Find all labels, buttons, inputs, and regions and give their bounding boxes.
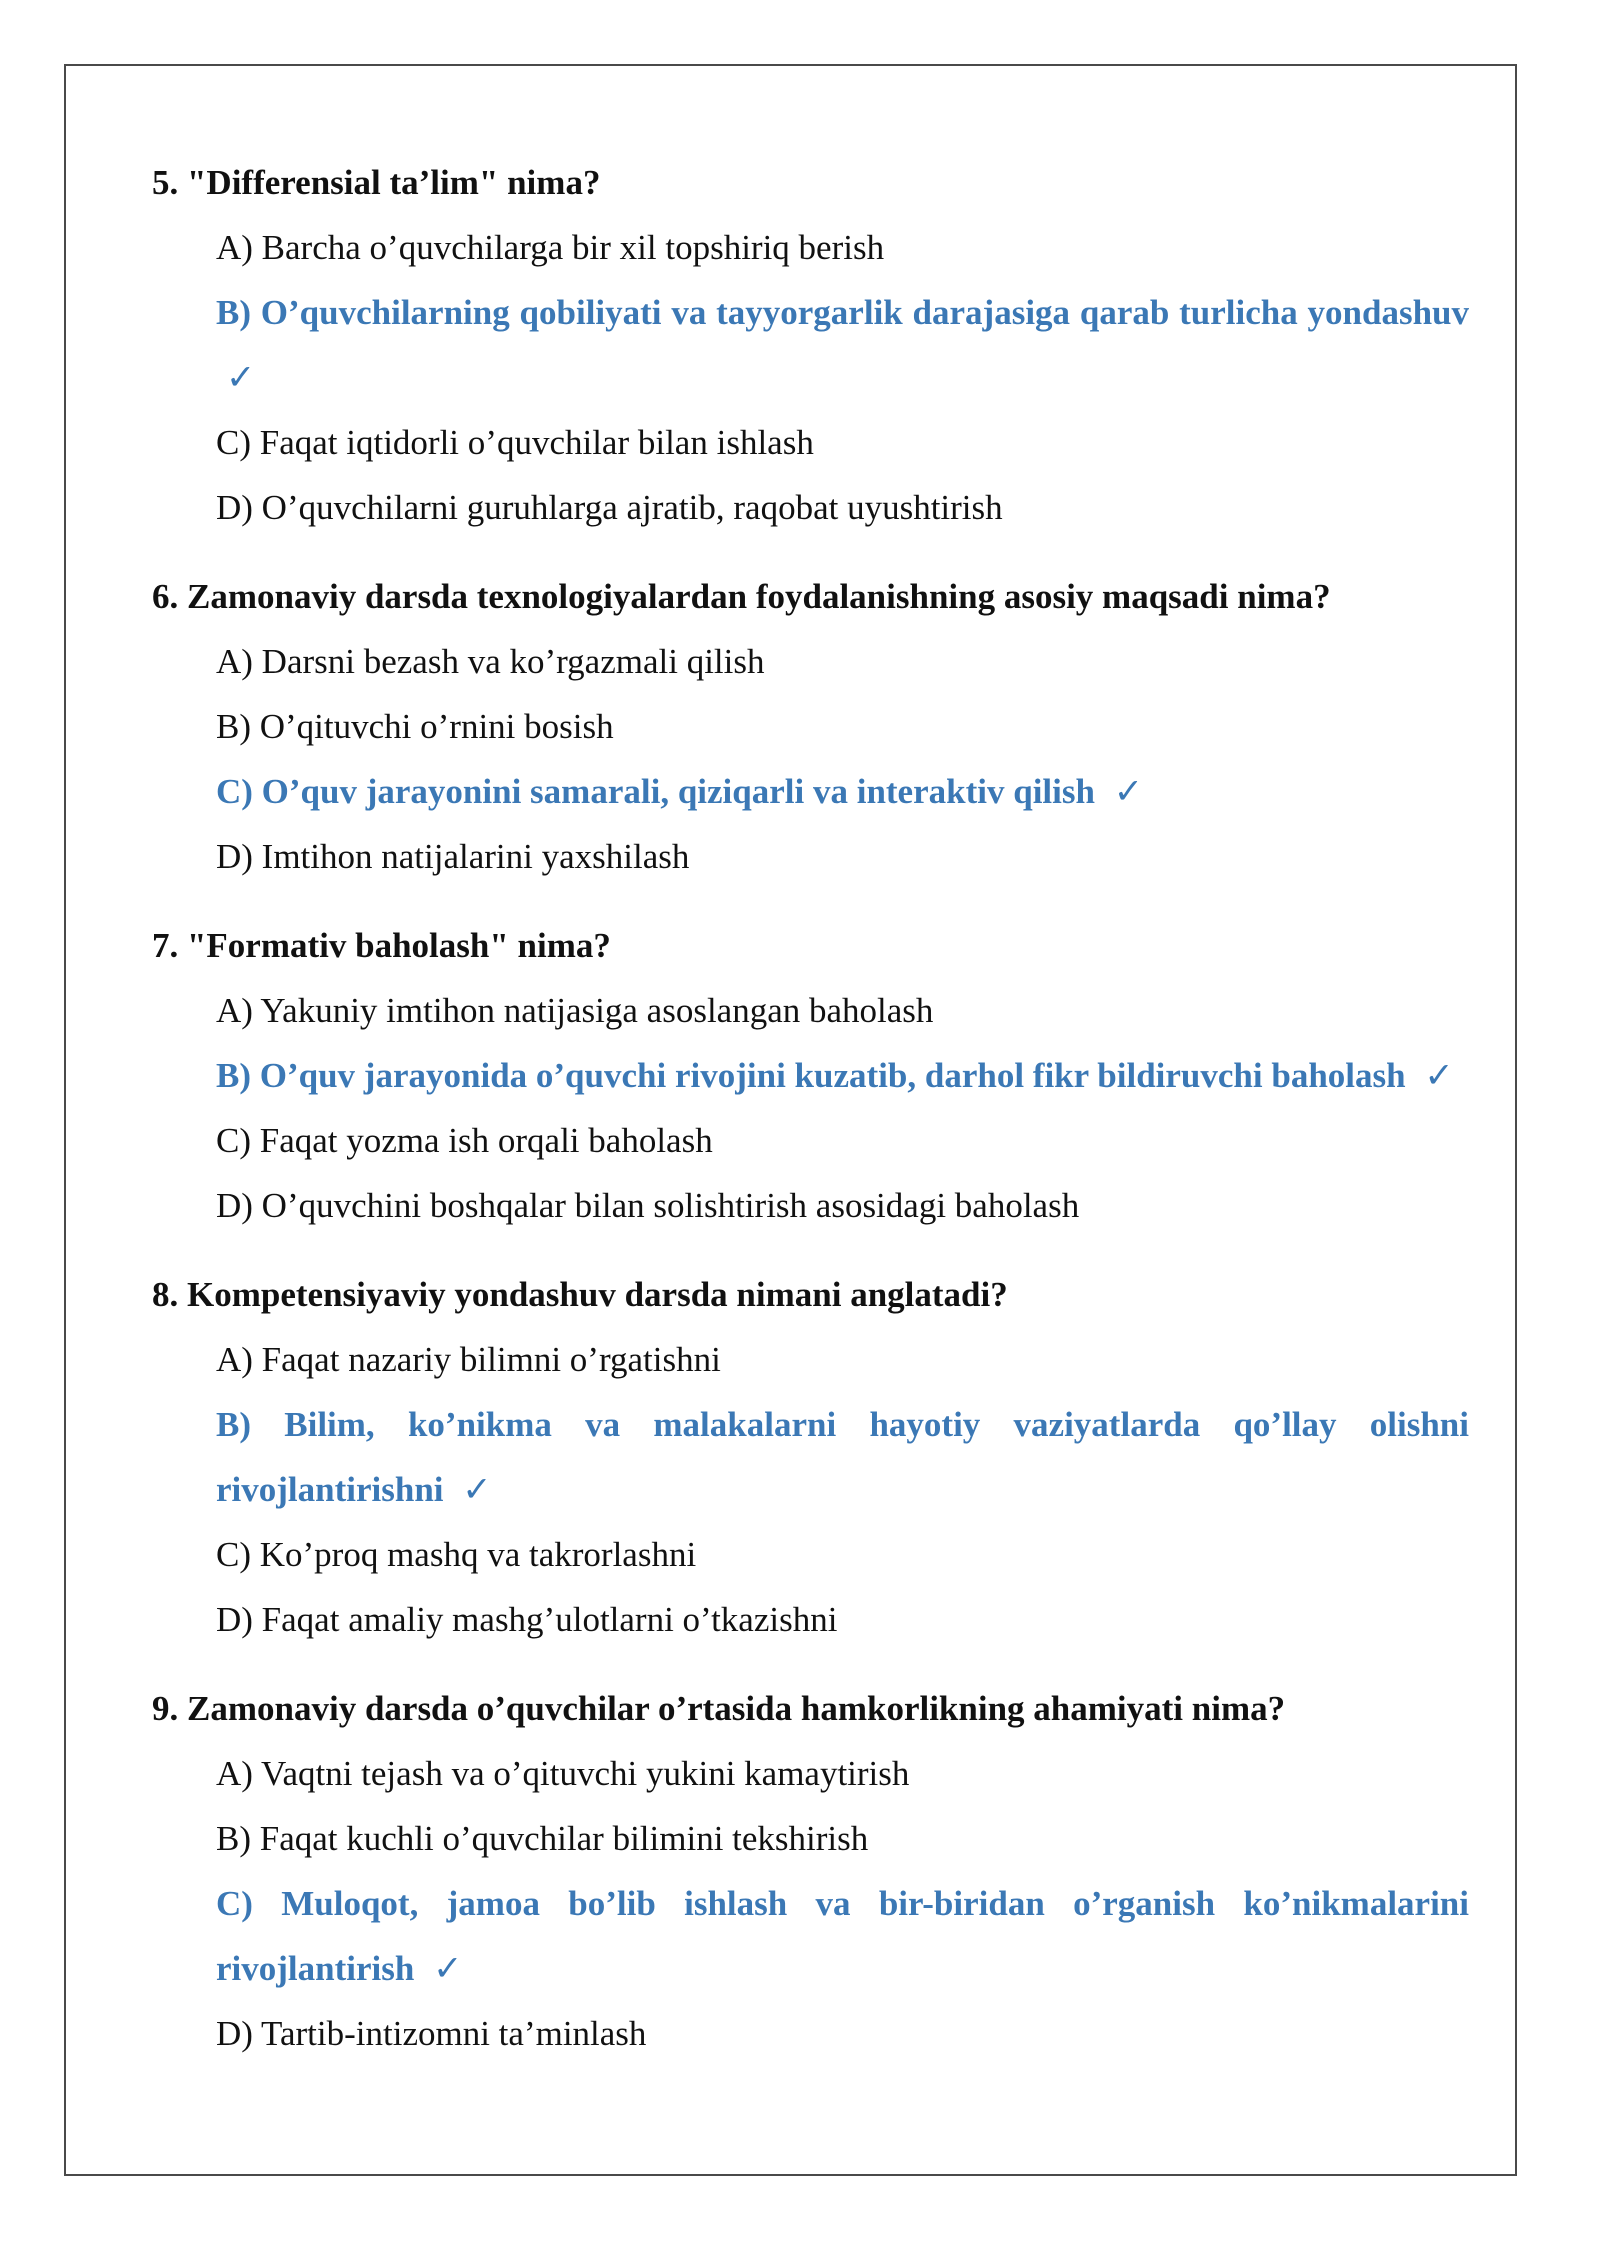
answer-option-text: A) Yakuniy imtihon natijasiga asoslangan baholash: [216, 991, 934, 1030]
question-block: [152, 1262, 1469, 1652]
question-title: 8. Kompetensiyaviy yondashuv darsda nimani anglatadi?: [152, 1275, 1008, 1314]
checkmark-icon: ✓: [226, 358, 256, 397]
answer-option: [216, 2001, 1469, 2066]
answer-option-text: C) Faqat yozma ish orqali baholash: [216, 1121, 713, 1160]
answer-option-text: D) Faqat amaliy mashg’ulotlarni o’tkazishni: [216, 1600, 838, 1639]
question-block: [152, 1676, 1469, 2066]
answer-option: [216, 1587, 1469, 1652]
answer-option: [216, 824, 1469, 889]
answer-option-text: A) Barcha o’quvchilarga bir xil topshiriq berish: [216, 228, 885, 267]
answer-option-correct: [216, 280, 1469, 410]
answer-option: [216, 410, 1469, 475]
question-block: [152, 913, 1469, 1238]
answer-option-text: C) O’quv jarayonini samarali, qiziqarli va interaktiv qilish: [216, 772, 1095, 811]
answer-option: [216, 1806, 1469, 1871]
question-block: [152, 564, 1469, 889]
question-title: 9. Zamonaviy darsda o’quvchilar o’rtasida hamkorlikning ahamiyati nima?: [152, 1689, 1286, 1728]
question-title: 5. "Differensial ta’lim" nima?: [152, 163, 601, 202]
answer-option: [216, 978, 1469, 1043]
answer-option: [216, 1173, 1469, 1238]
answer-option-text: B) O’quv jarayonida o’quvchi rivojini kuzatib, darhol fikr bildiruvchi baholash: [216, 1056, 1406, 1095]
checkmark-icon: ✓: [1424, 1056, 1454, 1095]
answer-option-text: B) O’qituvchi o’rnini bosish: [216, 707, 614, 746]
answer-option-text: B) Bilim, ko’nikma va malakalarni hayotiy vaziyatlarda qo’llay olishni rivojlantirishni: [216, 1405, 1469, 1509]
answer-option-text: C) Ko’proq mashq va takrorlashni: [216, 1535, 697, 1574]
checkmark-icon: ✓: [1113, 772, 1144, 811]
checkmark-icon: ✓: [433, 1949, 463, 1988]
question-block: [152, 150, 1469, 540]
answer-option-correct: [216, 1392, 1469, 1522]
answer-option-text: D) Tartib-intizomni ta’minlash: [216, 2014, 647, 2053]
answer-option: [216, 694, 1469, 759]
answer-option-text: D) Imtihon natijalarini yaxshilash: [216, 837, 690, 876]
answer-option-text: A) Faqat nazariy bilimni o’rgatishni: [216, 1340, 721, 1379]
answer-option-correct: [216, 1043, 1469, 1108]
quiz-content: [152, 150, 1469, 2090]
answer-option-text: C) Muloqot, jamoa bo’lib ishlash va bir-biridan o’rganish ko’nikmalarini rivojlantirish: [216, 1884, 1469, 1988]
answer-option-text: B) Faqat kuchli o’quvchilar bilimini tekshirish: [216, 1819, 869, 1858]
answer-option: [216, 1522, 1469, 1587]
answer-option-correct: [216, 1871, 1469, 2001]
answer-option: [216, 215, 1469, 280]
question-title: 7. "Formativ baholash" nima?: [152, 926, 611, 965]
answer-option-text: D) O’quvchini boshqalar bilan solishtirish asosidagi baholash: [216, 1186, 1080, 1225]
answer-option-text: D) O’quvchilarni guruhlarga ajratib, raqobat uyushtirish: [216, 488, 1003, 527]
answer-option: [216, 475, 1469, 540]
checkmark-icon: ✓: [462, 1470, 492, 1509]
answer-option: [216, 1327, 1469, 1392]
answer-option-text: B) O’quvchilarning qobiliyati va tayyorgarlik darajasiga qarab turlicha yondashuv: [216, 293, 1469, 332]
answer-option: [216, 1108, 1469, 1173]
answer-option-text: A) Darsni bezash va ko’rgazmali qilish: [216, 642, 765, 681]
answer-option: [216, 629, 1469, 694]
answer-option-correct: [216, 759, 1469, 824]
answer-option: [216, 1741, 1469, 1806]
question-title: 6. Zamonaviy darsda texnologiyalardan foydalanishning asosiy maqsadi nima?: [152, 577, 1331, 616]
answer-option-text: A) Vaqtni tejash va o’qituvchi yukini kamaytirish: [216, 1754, 910, 1793]
answer-option-text: C) Faqat iqtidorli o’quvchilar bilan ishlash: [216, 423, 814, 462]
